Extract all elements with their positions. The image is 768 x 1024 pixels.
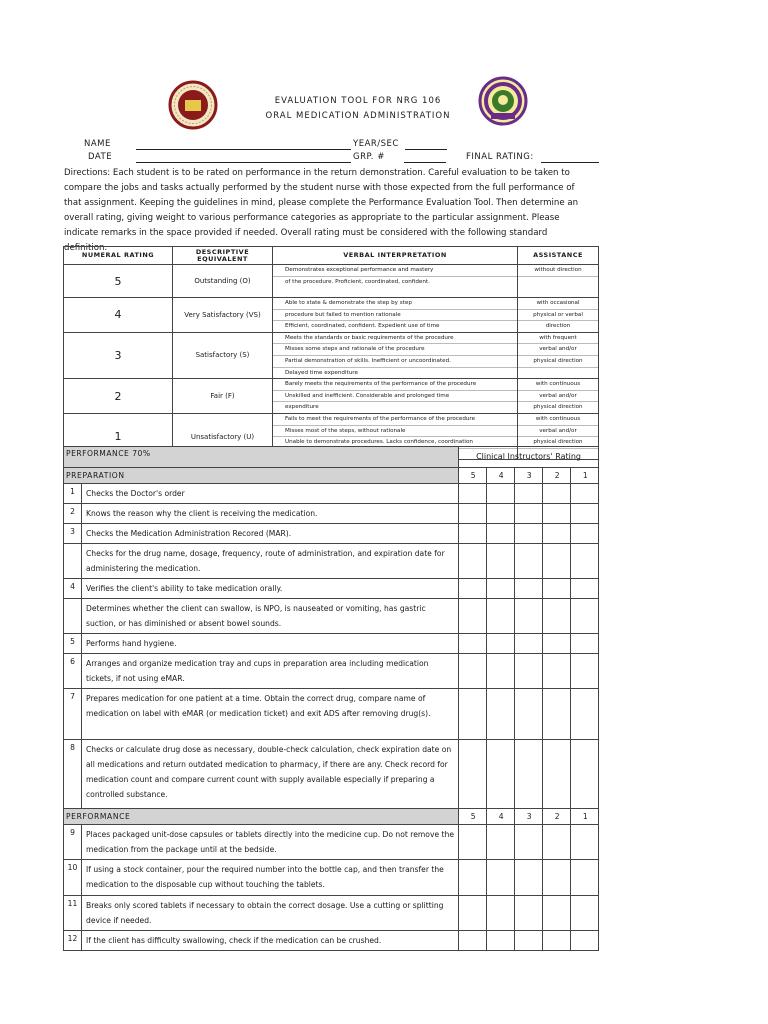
rating-scale-header: 5 (459, 468, 487, 484)
assistance-line: verbal and/or (518, 391, 598, 403)
rating-cell[interactable] (459, 579, 487, 599)
header-numeral-rating: NUMERAL RATING (64, 247, 173, 265)
rating-cell[interactable] (571, 860, 599, 896)
rating-cell[interactable] (487, 524, 515, 544)
rating-cell[interactable] (459, 504, 487, 524)
rating-scale-header: 2 (543, 809, 571, 825)
item-number: 12 (64, 931, 82, 951)
rating-cell[interactable] (543, 931, 571, 951)
numeral-rating: 3 (64, 332, 173, 378)
rating-cell[interactable] (543, 896, 571, 931)
rating-scale-header: 1 (571, 468, 599, 484)
verbal-line: Efficient, coordinated, confident. Expedient use of time (285, 323, 440, 330)
rating-cell[interactable] (571, 504, 599, 524)
rating-cell[interactable] (459, 634, 487, 654)
rating-cell[interactable] (487, 654, 515, 689)
rating-cell[interactable] (487, 544, 515, 579)
rating-cell[interactable] (515, 484, 543, 504)
checklist-item (64, 579, 599, 599)
checklist-item (64, 740, 599, 809)
assistance-line (518, 277, 598, 288)
descriptive-equivalent: Very Satisfactory (VS) (173, 298, 273, 333)
rating-cell[interactable] (571, 825, 599, 860)
rating-cell[interactable] (543, 740, 571, 809)
checklist-item (64, 860, 599, 896)
rating-cell[interactable] (571, 931, 599, 951)
rating-cell[interactable] (487, 599, 515, 634)
rating-cell[interactable] (487, 896, 515, 931)
verbal-line: Delayed time expenditure (285, 369, 358, 376)
numeral-rating: 5 (64, 265, 173, 298)
checklist-item (64, 896, 599, 931)
final-rating-field[interactable] (541, 162, 599, 163)
verbal-interpretation (273, 379, 518, 414)
rating-cell[interactable] (459, 860, 487, 896)
verbal-line: of the procedure. Proficient, coordinated, confident. (285, 278, 430, 285)
assistance-line: verbal and/or (518, 344, 598, 356)
rating-row (64, 298, 599, 333)
rating-cell[interactable] (571, 740, 599, 809)
rating-cell[interactable] (515, 740, 543, 809)
item-description: If using a stock container, pour the required number into the bottle cap, and then transfer the medication to the disposable cup without touching the tablets. (82, 860, 459, 896)
rating-cell[interactable] (515, 654, 543, 689)
assistance-line: physical or verbal (518, 310, 598, 322)
assistance-level (518, 298, 599, 333)
rating-table-header (64, 247, 599, 265)
rating-cell[interactable] (487, 579, 515, 599)
item-number (64, 544, 82, 579)
rating-cell[interactable] (459, 524, 487, 544)
rating-cell[interactable] (487, 504, 515, 524)
item-description: If the client has difficulty swallowing, check if the medication can be crushed. (82, 931, 459, 951)
rating-cell[interactable] (459, 544, 487, 579)
item-description: Breaks only scored tablets if necessary to obtain the correct dosage. Use a cutting or splitting device if needed. (82, 896, 459, 931)
verbal-line: Misses most of the steps, without rationale (273, 426, 517, 438)
rating-cell[interactable] (459, 896, 487, 931)
verbal-line: Unable to demonstrate procedures. Lacks confidence, coordination (273, 437, 517, 449)
rating-cell[interactable] (571, 484, 599, 504)
rating-cell[interactable] (487, 484, 515, 504)
numeral-rating: 2 (64, 379, 173, 414)
assistance-line: without direction (518, 265, 598, 277)
document-subtitle: ORAL MEDICATION ADMINISTRATION (265, 111, 451, 121)
rating-scale-header: 5 (459, 809, 487, 825)
performance-section-label: PERFORMANCE (64, 809, 459, 825)
assistance-level (518, 379, 599, 414)
assistance-line: verbal and/or (518, 426, 598, 438)
evaluation-table (63, 446, 599, 951)
rating-cell[interactable] (515, 896, 543, 931)
item-description: Knows the reason why the client is receiving the medication. (82, 504, 459, 524)
date-field[interactable] (136, 162, 351, 163)
descriptive-equivalent: Unsatisfactory (U) (173, 413, 273, 459)
grp-field[interactable] (404, 162, 446, 163)
item-number: 11 (64, 896, 82, 931)
assistance-level (518, 332, 599, 378)
performance-header-row (64, 447, 599, 468)
grp-label: GRP. # (353, 152, 385, 162)
rating-cell[interactable] (515, 504, 543, 524)
clinical-instructors-rating-label: Clinical Instructors' Rating (459, 447, 599, 468)
checklist-item (64, 931, 599, 951)
checklist-item (64, 599, 599, 634)
header-verbal-interpretation: VERBAL INTERPRETATION (273, 247, 518, 265)
checklist-item (64, 825, 599, 860)
checklist-item (64, 504, 599, 524)
rating-cell[interactable] (459, 689, 487, 740)
rating-cell[interactable] (515, 689, 543, 740)
checklist-item (64, 524, 599, 544)
header-assistance: ASSISTANCE (518, 247, 599, 265)
rating-cell[interactable] (515, 544, 543, 579)
verbal-line: Partial demonstration of skills. Inefficient or uncoordinated. (273, 356, 517, 368)
rating-cell[interactable] (487, 689, 515, 740)
verbal-line: expenditure (285, 404, 319, 411)
item-description: Performs hand hygiene. (82, 634, 459, 654)
rating-cell[interactable] (543, 654, 571, 689)
rating-cell[interactable] (543, 860, 571, 896)
rating-scale-header: 3 (515, 468, 543, 484)
rating-cell[interactable] (543, 579, 571, 599)
item-number: 7 (64, 689, 82, 740)
verbal-line: Fails to meet the requirements of the performance of the procedure (273, 414, 517, 426)
checklist-item (64, 544, 599, 579)
rating-cell[interactable] (487, 825, 515, 860)
assistance-line: physical direction (533, 404, 583, 411)
assistance-line: physical direction (518, 437, 598, 449)
rating-row (64, 379, 599, 414)
assistance-line: physical direction (518, 356, 598, 368)
item-description: Verifies the client's ability to take medication orally. (82, 579, 459, 599)
item-description: Checks or calculate drug dose as necessary, double-check calculation, check expiration date on all medications and return outdated medication to pharmacy, if there are any. Check record for medication count and compare current count with supply available especially if preparing a controlled substance. (82, 740, 459, 809)
item-number: 4 (64, 579, 82, 599)
item-description: Checks the Medication Administration Recored (MAR). (82, 524, 459, 544)
rating-cell[interactable] (459, 599, 487, 634)
descriptive-equivalent: Outstanding (O) (173, 265, 273, 298)
document-title: EVALUATION TOOL FOR NRG 106 (274, 96, 442, 106)
item-number: 6 (64, 654, 82, 689)
assistance-line: direction (545, 323, 571, 330)
preparation-section (64, 468, 599, 484)
performance-weight-label: PERFORMANCE 70% (64, 447, 459, 468)
item-number: 3 (64, 524, 82, 544)
performance-section (64, 809, 599, 825)
final-rating-label: FINAL RATING: (466, 152, 534, 162)
rating-cell[interactable] (459, 825, 487, 860)
rating-cell[interactable] (459, 484, 487, 504)
rating-cell[interactable] (487, 860, 515, 896)
numeral-rating: 1 (64, 413, 173, 459)
rating-scale-header: 1 (571, 809, 599, 825)
item-description: Determines whether the client can swallow, is NPO, is nauseated or vomiting, has gastric suction, or has diminished or absent bowel sounds. (82, 599, 459, 634)
rating-cell[interactable] (487, 740, 515, 809)
item-description: Checks the Doctor's order (82, 484, 459, 504)
verbal-line: procedure but failed to mention rationale (273, 310, 517, 322)
rating-cell[interactable] (515, 579, 543, 599)
checklist-item (64, 654, 599, 689)
checklist-item (64, 634, 599, 654)
item-number: 10 (64, 860, 82, 896)
verbal-line: Barely meets the requirements of the performance of the procedure (273, 379, 517, 391)
descriptive-equivalent: Satisfactory (S) (173, 332, 273, 378)
year-sec-field[interactable] (405, 149, 447, 150)
verbal-interpretation (273, 332, 518, 378)
rating-cell[interactable] (571, 654, 599, 689)
rating-scale-header: 4 (487, 468, 515, 484)
rating-cell[interactable] (571, 896, 599, 931)
rating-cell[interactable] (543, 544, 571, 579)
rating-cell[interactable] (515, 524, 543, 544)
item-description: Places packaged unit-dose capsules or tablets directly into the medicine cup. Do not remove the medication from the package until at the bedside. (82, 825, 459, 860)
rating-cell[interactable] (515, 599, 543, 634)
preparation-section-label: PREPARATION (64, 468, 459, 484)
rating-cell[interactable] (543, 599, 571, 634)
verbal-line: Misses some steps and rationale of the procedure (273, 344, 517, 356)
verbal-interpretation (273, 265, 518, 298)
assistance-line: with frequent (518, 333, 598, 345)
rating-cell[interactable] (459, 654, 487, 689)
assistance-line: with continuous (518, 414, 598, 426)
assistance-line (518, 368, 598, 379)
rating-cell[interactable] (487, 634, 515, 654)
assistance-line: with continuous (518, 379, 598, 391)
item-number: 5 (64, 634, 82, 654)
rating-cell[interactable] (543, 689, 571, 740)
descriptive-equivalent: Fair (F) (173, 379, 273, 414)
rating-cell[interactable] (571, 544, 599, 579)
rating-cell[interactable] (543, 484, 571, 504)
rating-cell[interactable] (571, 579, 599, 599)
item-number: 2 (64, 504, 82, 524)
numeral-rating: 4 (64, 298, 173, 333)
verbal-line: Unskilled and inefficient. Considerable and prolonged time (273, 391, 517, 403)
rating-cell[interactable] (515, 634, 543, 654)
item-description: Arranges and organize medication tray and cups in preparation area including medication tickets, if not using eMAR. (82, 654, 459, 689)
rating-cell[interactable] (571, 524, 599, 544)
rating-cell[interactable] (571, 599, 599, 634)
rating-cell[interactable] (543, 634, 571, 654)
checklist-item (64, 689, 599, 740)
rating-cell[interactable] (515, 860, 543, 896)
assistance-line: with occasional (518, 298, 598, 310)
rating-scale-header: 2 (543, 468, 571, 484)
year-sec-label: YEAR/SEC (353, 139, 399, 149)
item-description: Checks for the drug name, dosage, frequency, route of administration, and expiration date for administering the medication. (82, 544, 459, 579)
rating-cell[interactable] (571, 689, 599, 740)
rating-cell[interactable] (487, 931, 515, 951)
checklist-item (64, 484, 599, 504)
rating-cell[interactable] (543, 504, 571, 524)
item-number: 9 (64, 825, 82, 860)
item-description: Prepares medication for one patient at a time. Obtain the correct drug, compare name of medication on label with eMAR (or medication ticket) and exit ADS after removing drug(s). (82, 689, 459, 740)
assistance-level (518, 265, 599, 298)
rating-cell[interactable] (459, 740, 487, 809)
name-label: NAME (84, 139, 111, 149)
directions-text: Directions: Each student is to be rated on performance in the return demonstration. Careful evaluation to be taken to compare the jobs and tasks actually performed by the student nurse with those expected from the full performance of that assignment. Keeping the guidelines in mind, please complete the Performance Evaluation Tool. Then determine an overall rating, giving weight to various performance categories as appropriate to the particular assignment. Please indicate remarks in the space provided if needed. Overall rating must be considered with the following standard definition. (64, 168, 579, 253)
rating-row (64, 332, 599, 378)
rating-cell[interactable] (459, 931, 487, 951)
rating-cell[interactable] (543, 524, 571, 544)
rating-cell[interactable] (543, 825, 571, 860)
rating-definition-table (63, 246, 599, 460)
item-number: 8 (64, 740, 82, 809)
verbal-line: Meets the standards or basic requirements of the procedure (273, 333, 517, 345)
item-number: 1 (64, 484, 82, 504)
rating-cell[interactable] (571, 634, 599, 654)
header-descriptive-equivalent: DESCRIPTIVE EQUIVALENT (173, 247, 273, 265)
verbal-line: Demonstrates exceptional performance and mastery (273, 265, 517, 277)
rating-scale-header: 4 (487, 809, 515, 825)
name-field[interactable] (136, 149, 351, 150)
rating-row (64, 265, 599, 298)
item-number (64, 599, 82, 634)
rating-scale-header: 3 (515, 809, 543, 825)
verbal-line: Able to state & demonstrate the step by step (273, 298, 517, 310)
date-label: DATE (88, 152, 113, 162)
verbal-interpretation (273, 298, 518, 333)
rating-cell[interactable] (515, 931, 543, 951)
rating-cell[interactable] (515, 825, 543, 860)
